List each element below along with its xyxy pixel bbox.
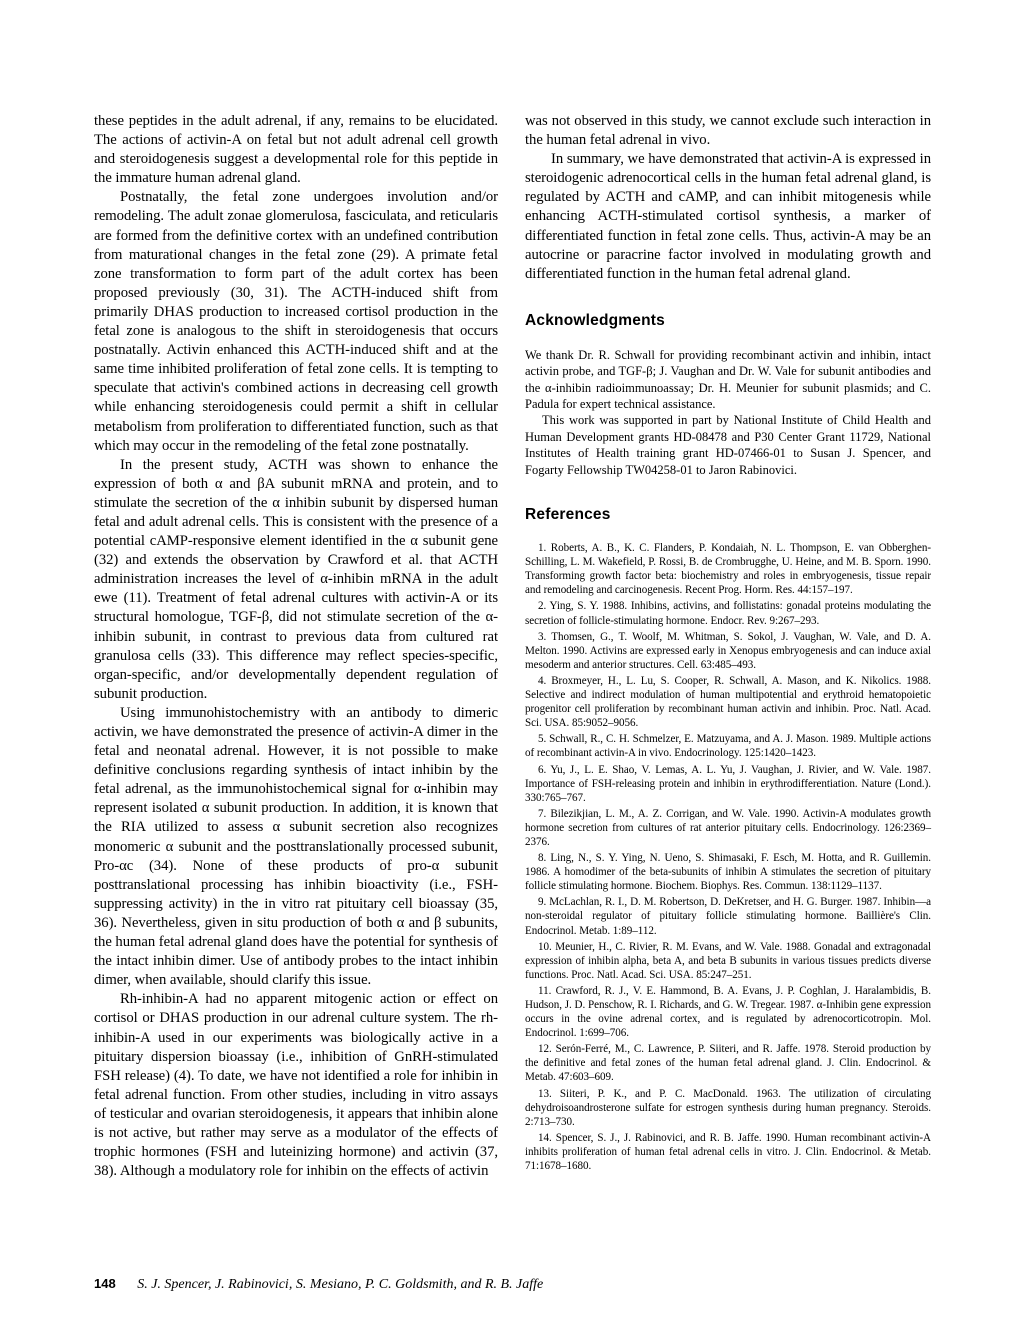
reference-item: 3. Thomsen, G., T. Woolf, M. Whitman, S. Sokol, J. Vaughan, W. Vale, and D. A. Melton. 1990. Activins are expressed early in Xenopus embryogenesis and can induce axial mesoderm and anterior structures. Cell. 63:485–493. (525, 630, 931, 671)
body-paragraph: these peptides in the adult adrenal, if any, remains to be elucidated. The actions of activin-A on fetal but not adult adrenal cell growth and steroidogenesis suggest a developmental role for this peptide in the immature human adrenal gland. (94, 113, 498, 187)
running-authors: S. J. Spencer, J. Rabinovici, S. Mesiano, P. C. Goldsmith, and R. B. Jaffe (137, 1277, 544, 1292)
references-heading: References (525, 506, 611, 524)
reference-item: 2. Ying, S. Y. 1988. Inhibins, activins, and follistatins: gonadal proteins modulating the secretion of follicle-stimulating hormone. Endocr. Rev. 9:267–293. (525, 600, 931, 627)
body-paragraph: was not observed in this study, we cannot exclude such interaction in the human fetal adrenal in vivo. (525, 113, 931, 149)
body-paragraph: Using immunohistochemistry with an antibody to dimeric activin, we have demonstrated the presence of activin-A dimer in the fetal and neonatal adrenal. However, it is not possible to make definitive conclusions regarding synthesis of intact inhibin by the fetal adrenal, as the immunohistochemical signal for α-inhibin may represent isolated α subunit production. In addition, it is known that the RIA utilized to assess α subunit secretion also recognizes monomeric α subunit and the posttranslationally processed subunit, Pro-αc (34). None of these products of pro-α subunit posttranslational processing has inhibin bioactivity (i.e., FSH-suppressing activity) in the in vitro rat pituitary cell bioassay (35, 36). Nevertheless, given in situ production of both α and β subunits, the human fetal adrenal gland does have the potential for synthesis of the intact inhibin dimer. Use of antibody probes to the intact inhibin dimer, when available, should clarify this issue. (94, 704, 498, 989)
reference-item: 12. Serón-Ferré, M., C. Lawrence, P. Siiteri, and R. Jaffe. 1978. Steroid production by the definitive and fetal zones of the human fetal adrenal gland. J. Clin. Endocrinol. & Metab. 47:603–609. (525, 1043, 931, 1084)
body-paragraph: Rh-inhibin-A had no apparent mitogenic action or effect on cortisol or DHAS production in our adrenal culture system. The rh-inhibin-A used in our experiments was biologically active in a pituitary dispersion bioassay (i.e., inhibition of GnRH-stimulated FSH release) (4). To date, we have not identified a role for inhibin in fetal adrenal function. From other studies, including in vitro assays of testicular and ovarian steroidogenesis, it appears that inhibin alone is not active, but rather may serve as a modulator of the effects of trophic hormones (FSH and luteinizing hormone) and activin (37, 38). Although a modulatory role for inhibin on the effects of activin (94, 991, 498, 1180)
right-column (525, 112, 931, 1175)
reference-item: 13. Siiteri, P. K., and P. C. MacDonald. 1963. The utilization of circulating dehydroisoandrosterone sulfate for estrogen synthesis during human pregnancy. Steroids. 2:713–730. (525, 1087, 931, 1128)
page-footer (94, 1276, 543, 1293)
reference-item: 4. Broxmeyer, H., L. Lu, S. Cooper, R. Schwall, A. Mason, and K. Nikolics. 1988. Selective and indirect modulation of human multipotential and erythroid hematopoietic progenitor cell proliferation by recombinant human activin and inhibin. Proc. Natl. Acad. Sci. USA. 85:9052–9056. (525, 674, 931, 730)
body-paragraph: In the present study, ACTH was shown to enhance the expression of both α and βA subunit mRNA and protein, and to stimulate the secretion of the α inhibin subunit by dispersed human fetal and adult adrenal cells. This is consistent with the presence of a potential cAMP-responsive element identified in the α subunit gene (32) and extends the observation by Crawford et al. that ACTH administration increases the level of α-inhibin mRNA in the adult ewe (11). Treatment of fetal adrenal cultures with activin-A or its structural homologue, TGF-β, did not stimulate secretion of the α-inhibin subunit, in contrast to previous data from cultured rat granulosa cells (33). This difference may reflect species-specific, organ-specific, and/or developmentally dependent regulation of subunit production. (94, 456, 498, 702)
reference-item: 14. Spencer, S. J., J. Rabinovici, and R. B. Jaffe. 1990. Human recombinant activin-A inhibits proliferation of human fetal adrenal cells in vitro. J. Clin. Endocrinol. & Metab. 71:1678–1680. (525, 1131, 931, 1173)
reference-item: 11. Crawford, R. J., V. E. Hammond, B. A. Evans, J. P. Coghlan, J. Haralambidis, B. Hudson, J. D. Penschow, R. I. Richards, and G. W. Tregear. 1987. α-Inhibin gene expression occurs in the ovine adrenal cortex, and is regulated by adrenocorticotropin. Mol. Endocrinol. 1:699–706. (525, 984, 931, 1040)
reference-item: 9. McLachlan, R. I., D. M. Robertson, D. DeKretser, and H. G. Burger. 1987. Inhibin—a non-steroidal regulator of pituitary follicle stimulating hormone. Baillière's Clin. Endocrinol. Metab. 1:89–112. (525, 896, 931, 937)
reference-item: 1. Roberts, A. B., K. C. Flanders, P. Kondaiah, N. L. Thompson, E. van Obberghen-Schilling, L. M. Wakefield, P. Rossi, B. de Crombrugghe, U. Heine, and M. B. Sporn. 1990. Transforming growth factor beta: biochemistry and roles in embryogenesis, tissue repair and remodeling and carcinogenesis. Recent Prog. Horm. Res. 44:157–197. (525, 542, 931, 597)
reference-item: 6. Yu, J., L. E. Shao, V. Lemas, A. L. Yu, J. Vaughan, J. Rivier, and W. Vale. 1987. Importance of FSH-releasing protein and inhibin in erythrodifferentiation. Nature (Lond.). 330:765–767. (525, 763, 931, 804)
body-paragraph: Postnatally, the fetal zone undergoes involution and/or remodeling. The adult zonae glomerulosa, fasciculata, and reticularis are formed from the definitive cortex with an undefined contribution from maturational changes in the fetal zone (29). A primate fetal zone transformation to form part of the adult cortex has been proposed previously (30, 31). The ACTH-induced shift from primarily DHAS production to increased cortisol production in the fetal zone is analogous to the shift in steroidogenesis that occurs postnatally. Activin enhanced this ACTH-induced shift and at the same time inhibited proliferation of fetal zone cells. It is tempting to speculate that activin's combined actions in decreasing cell growth while enhancing steroidogenesis could permit a shift in cellular metabolism from proliferation to differentiated function, such as that which may occur in the remodeling of the fetal zone postnatally. (94, 189, 498, 454)
reference-item: 8. Ling, N., S. Y. Ying, N. Ueno, S. Shimasaki, F. Esch, M. Hotta, and R. Guillemin. 1986. A homodimer of the beta-subunits of inhibin A stimulates the secretion of pituitary follicle stimulating hormone. Biochem. Biophys. Res. Commun. 138:1129–1137. (525, 852, 931, 893)
left-column (94, 112, 498, 1181)
reference-item: 10. Meunier, H., C. Rivier, R. M. Evans, and W. Vale. 1988. Gonadal and extragonadal expression of inhibin alpha, beta A, and beta B subunits in various tissues predicts diverse functions. Proc. Natl. Acad. Sci. USA. 85:247–251. (525, 940, 931, 981)
page-number: 148 (94, 1276, 116, 1291)
acknowledgments-heading: Acknowledgments (525, 311, 665, 329)
reference-list (525, 541, 931, 1173)
reference-item: 5. Schwall, R., C. H. Schmelzer, E. Matzuyama, and A. J. Mason. 1989. Multiple actions of recombinant activin-A in vivo. Endocrinology. 125:1420–1423. (525, 733, 931, 760)
reference-item: 7. Bilezikjian, L. M., A. Z. Corrigan, and W. Vale. 1990. Activin-A modulates growth hormone secretion from cultures of rat anterior pituitary cells. Endocrinology. 126:2369–2376. (525, 807, 931, 848)
funding-paragraph: This work was supported in part by National Institute of Child Health and Human Development grants HD-08478 and P30 Center Grant 11729, National Institutes of Health training grant HD-07466-01 to Susan J. Spencer, and Fogarty Fellowship TW04258-01 to Jaron Rabinovici. (525, 413, 931, 477)
acknowledgments-paragraph: We thank Dr. R. Schwall for providing recombinant activin and inhibin, intact activin probe, and TGF-β; J. Vaughan and Dr. W. Vale for subunit antibodies and the α-inhibin radioimmunoassay; Dr. H. Meunier for subunit plasmids; and C. Padula for expert technical assistance. (525, 347, 931, 412)
summary-paragraph: In summary, we have demonstrated that activin-A is expressed in steroidogenic adrenocortical cells in the human fetal adrenal gland, is regulated by ACTH and cAMP, and can inhibit mitogenesis while enhancing ACTH-stimulated cortisol synthesis, a marker of differentiated function in fetal zone cells. Thus, activin-A may be an autocrine or paracrine factor involved in modulating growth and differentiated function in the human fetal adrenal gland. (525, 151, 931, 282)
